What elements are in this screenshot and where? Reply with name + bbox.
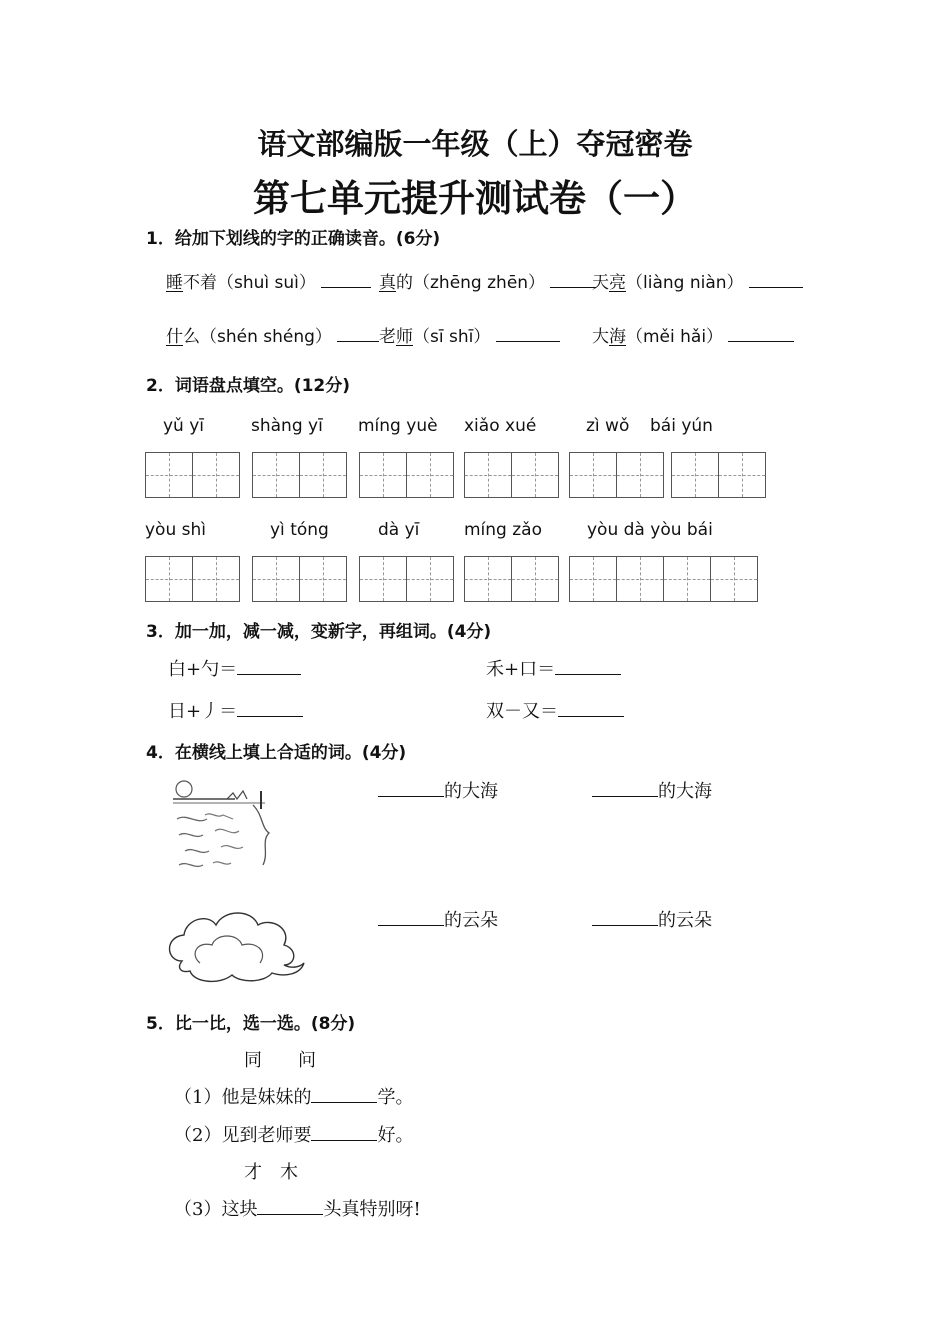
answer-blank[interactable] [237, 700, 303, 717]
pinyin-label: bái yún [650, 416, 713, 436]
q3-item-1: 白+勺＝ [168, 655, 301, 681]
q3-heading: 3．加一加，减一减，变新字，再组词。(4分) [146, 622, 492, 642]
pinyin-label: zì wǒ [586, 416, 630, 436]
q1-item-3-char: 亮 [609, 273, 626, 293]
pinyin-label: yǔ yī [163, 416, 205, 436]
q1-item-2-char: 真 [379, 273, 396, 293]
answer-blank[interactable] [337, 325, 379, 342]
q5-sentence-1: （1）他是妹妹的 学。 [174, 1087, 414, 1108]
answer-blank[interactable] [237, 658, 301, 675]
pinyin-label: yòu dà yòu bái [587, 520, 713, 540]
answer-blank[interactable] [378, 780, 444, 797]
answer-blank[interactable] [555, 658, 621, 675]
q1-heading: 1．给加下划线的字的正确读音。(6分) [146, 229, 441, 249]
pinyin-label: yì tóng [270, 520, 329, 540]
writing-grid[interactable] [145, 452, 239, 498]
writing-grid[interactable] [359, 556, 453, 602]
q1-item-3-pinyin: （liàng niàn） [626, 273, 744, 293]
q5-choice-pair-1: 同 问 [244, 1050, 316, 1071]
answer-blank[interactable] [558, 700, 624, 717]
q1-item-6 [592, 322, 794, 347]
q1-item-5-char: 师 [396, 327, 413, 347]
q5-sentence-2: （2）见到老师要 好。 [174, 1125, 414, 1146]
q1-item-4 [166, 322, 379, 347]
writing-grid[interactable] [569, 452, 663, 498]
q1-item-3-pre: 天 [592, 273, 609, 293]
answer-blank[interactable] [550, 271, 596, 288]
pinyin-label: shàng yī [251, 416, 323, 436]
writing-grid[interactable] [569, 556, 757, 602]
pinyin-label: xiǎo xué [464, 416, 537, 436]
q1-item-6-char: 海 [609, 327, 626, 347]
q1-item-1-pinyin: 不着（shuì suì） [183, 273, 316, 293]
q1-item-6-pre: 大 [592, 327, 609, 347]
writing-grid[interactable] [359, 452, 453, 498]
q4-cloud-1: 的云朵 [378, 906, 498, 932]
answer-blank[interactable] [311, 1124, 377, 1141]
writing-grid[interactable] [464, 452, 558, 498]
answer-blank[interactable] [728, 325, 794, 342]
q2-heading: 2．词语盘点填空。(12分) [146, 376, 351, 396]
writing-grid[interactable] [145, 556, 239, 602]
pinyin-label: míng zǎo [464, 520, 542, 540]
writing-grid[interactable] [464, 556, 558, 602]
q5-choice-pair-2: 才 木 [244, 1162, 298, 1183]
answer-blank[interactable] [592, 909, 658, 926]
answer-blank[interactable] [496, 325, 560, 342]
pinyin-label: dà yī [378, 520, 420, 540]
q1-item-1-char: 睡 [166, 273, 183, 293]
q1-item-5-pre: 老 [379, 327, 396, 347]
q1-item-2-pinyin: 的（zhēng zhēn） [396, 273, 546, 293]
answer-blank[interactable] [592, 780, 658, 797]
q1-item-5 [379, 322, 560, 347]
q4-sea-2: 的大海 [592, 777, 712, 803]
answer-blank[interactable] [749, 271, 803, 288]
q4-heading: 4．在横线上填上合适的词。(4分) [146, 743, 407, 763]
pinyin-label: yòu shì [145, 520, 206, 540]
q1-item-3 [592, 268, 803, 293]
answer-blank[interactable] [321, 271, 371, 288]
q1-item-2 [379, 268, 596, 293]
cloud-picture [160, 903, 310, 988]
q1-item-1 [166, 268, 371, 293]
q4-sea-1: 的大海 [378, 777, 498, 803]
title-line2: 第七单元提升测试卷（一） [253, 176, 697, 220]
writing-grid[interactable] [671, 452, 765, 498]
answer-blank[interactable] [378, 909, 444, 926]
q4-cloud-2: 的云朵 [592, 906, 712, 932]
pinyin-label: míng yuè [358, 416, 438, 436]
q1-item-4-pinyin: 么（shén shéng） [183, 327, 332, 347]
q3-item-4: 双－又＝ [486, 697, 624, 723]
q1-item-6-pinyin: （měi hǎi） [626, 327, 724, 347]
q3-item-2: 禾+口＝ [486, 655, 621, 681]
writing-grid[interactable] [252, 452, 346, 498]
q5-heading: 5．比一比，选一选。(8分) [146, 1014, 356, 1034]
answer-blank[interactable] [257, 1198, 323, 1215]
sea-picture [165, 775, 275, 880]
q5-sentence-3: （3）这块 头真特别呀! [174, 1199, 421, 1220]
q3-item-3: 日+丿＝ [168, 697, 303, 723]
q1-item-5-pinyin: （sī shī） [413, 327, 491, 347]
answer-blank[interactable] [311, 1086, 377, 1103]
writing-grid[interactable] [252, 556, 346, 602]
q1-item-4-char: 什 [166, 327, 183, 347]
title-line1: 语文部编版一年级（上）夺冠密卷 [257, 127, 693, 161]
